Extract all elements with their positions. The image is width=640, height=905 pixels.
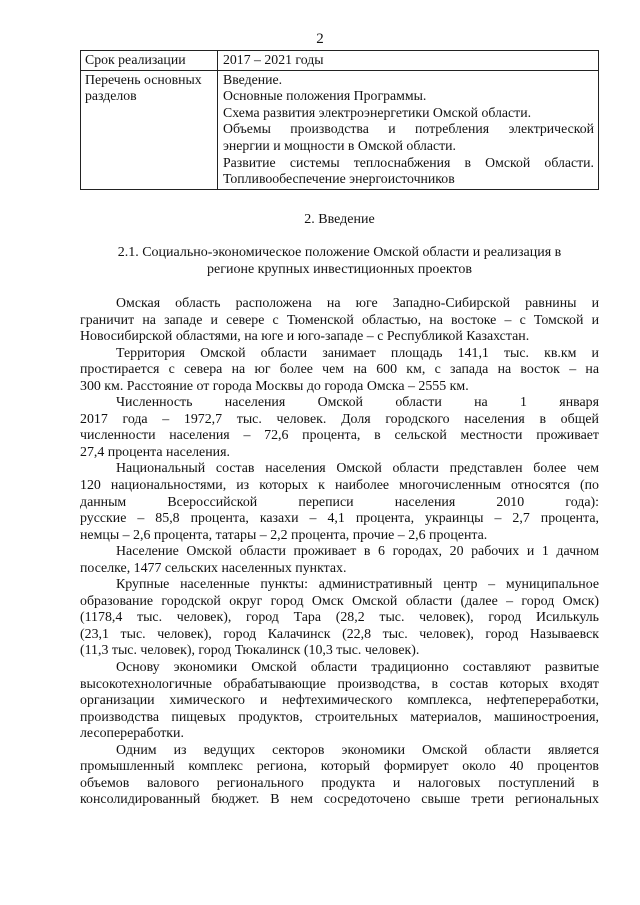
- cell-text: Объемы производства и потребления электрической: [223, 121, 594, 137]
- page-number: 2: [316, 31, 324, 47]
- paragraph-line: данным Всероссийской переписи населения 2010 года):: [80, 494, 599, 510]
- table-cell-value: [218, 70, 599, 189]
- cell-text: 2017 – 2021 годы: [223, 52, 324, 67]
- paragraph-line: численности населения – 72,6 процента, в сельской местности проживает: [80, 428, 599, 444]
- paragraph-line: Население Омской области проживает в 6 городах, 20 рабочих и 1 дачном: [116, 544, 599, 560]
- paragraph: [80, 743, 599, 809]
- paragraph-line: Национальный состав населения Омской области представлен более чем: [116, 461, 599, 477]
- cell-text: Топливообеспечение энергоисточников: [223, 171, 455, 187]
- subsection-title-line: 2.1. Социально-экономическое положение Омской области и реализация в: [117, 245, 562, 260]
- paragraph-line: русские – 85,8 процента, казахи – 4,1 процента, украинцы – 2,7 процента,: [80, 511, 599, 527]
- paragraph-line: 120 национальностями, из которых к наиболее многочисленным относятся (по: [80, 478, 599, 494]
- subsection-title: [80, 244, 599, 278]
- paragraph-line: Территория Омской области занимает площадь 141,1 тыс. кв.км и: [116, 345, 599, 361]
- table-cell-label: [81, 70, 218, 189]
- paragraph-line: немцы – 2,6 процента, татары – 2,2 процента, прочие – 2,6 процента.: [80, 527, 488, 543]
- paragraph-line: поселке, 1477 сельских населенных пунктах.: [80, 560, 347, 576]
- subsection-title-line: регионе крупных инвестиционных проектов: [207, 262, 472, 277]
- paragraph: [80, 296, 599, 346]
- body-text: [80, 296, 599, 809]
- paragraph: [80, 544, 599, 577]
- paragraph-line: консолидированный бюджет. В нем сосредоточено свыше трети региональных: [80, 792, 599, 808]
- cell-text: разделов: [85, 88, 137, 104]
- paragraph-line: объемов валового регионального продукта и налоговых поступлений в: [80, 775, 599, 791]
- table-cell-value: [218, 51, 599, 71]
- cell-text: Основные положения Программы.: [223, 88, 427, 104]
- paragraph-line: организации химического и нефтехимического комплекса, нефтепереработки,: [80, 693, 599, 709]
- paragraph-line: (11,3 тыс. человек), город Тюкалинск (10,3 тыс. человек).: [80, 643, 420, 659]
- paragraph-line: Одним из ведущих секторов экономики Омской области является: [116, 742, 599, 758]
- table-cell-label: [81, 51, 218, 71]
- paragraph: [80, 395, 599, 461]
- paragraph-line: образование городской округ город Омск Омской области (далее – город Омск): [80, 593, 599, 609]
- paragraph-line: промышленный комплекс региона, который формирует около 40 процентов: [80, 759, 599, 775]
- cell-text: Введение.: [223, 71, 283, 87]
- paragraph-line: лесопереработки.: [80, 726, 184, 742]
- cell-text: Перечень основных: [85, 71, 202, 87]
- paragraph: [80, 346, 599, 396]
- section-title: 2. Введение: [304, 212, 375, 227]
- paragraph-line: 27,4 процента населения.: [80, 444, 230, 460]
- passport-table: [80, 50, 599, 190]
- cell-text: Схема развития электроэнергетики Омской области.: [223, 104, 532, 120]
- paragraph-line: Новосибирской областями, на юге и юго-западе – с Республикой Казахстан.: [80, 329, 530, 345]
- paragraph-line: производства пищевых продуктов, строительных материалов, машиностроения,: [80, 709, 599, 725]
- paragraph: [80, 577, 599, 660]
- paragraph: [80, 660, 599, 743]
- paragraph-line: (23,1 тыс. человек), город Калачинск (22,8 тыс. человек), город Называевск: [80, 626, 599, 642]
- paragraph-line: 2017 года – 1972,7 тыс. человек. Доля городского населения в общей: [80, 411, 599, 427]
- paragraph-line: 300 км. Расстояние от города Москвы до города Омска – 2555 км.: [80, 378, 469, 394]
- cell-text: Развитие системы теплоснабжения в Омской области.: [223, 154, 594, 170]
- paragraph-line: высокотехнологичные обрабатывающие производства, в состав которых входят: [80, 676, 599, 692]
- paragraph-line: граничит на западе и севере с Тюменской областью, на востоке – с Томской и: [80, 312, 599, 328]
- paragraph-line: (1178,4 тыс. человек), город Тара (28,2 тыс. человек), город Исилькуль: [80, 610, 599, 626]
- cell-text: энергии и мощности в Омской области.: [223, 137, 456, 153]
- paragraph-line: Крупные населенные пункты: административный центр – муниципальное: [116, 577, 599, 593]
- table-row: [81, 51, 599, 71]
- paragraph-line: Численность населения Омской области на 1 января: [116, 395, 599, 411]
- paragraph-line: Омская область расположена на юге Западно-Сибирской равнины и: [116, 296, 599, 311]
- cell-text: Срок реализации: [85, 52, 186, 67]
- table-row: [81, 70, 599, 189]
- paragraph-line: Основу экономики Омской области традиционно составляют развитые: [116, 660, 599, 676]
- paragraph: [80, 461, 599, 544]
- paragraph-line: простирается с севера на юг более чем на 600 км, с запада на восток – на: [80, 362, 599, 378]
